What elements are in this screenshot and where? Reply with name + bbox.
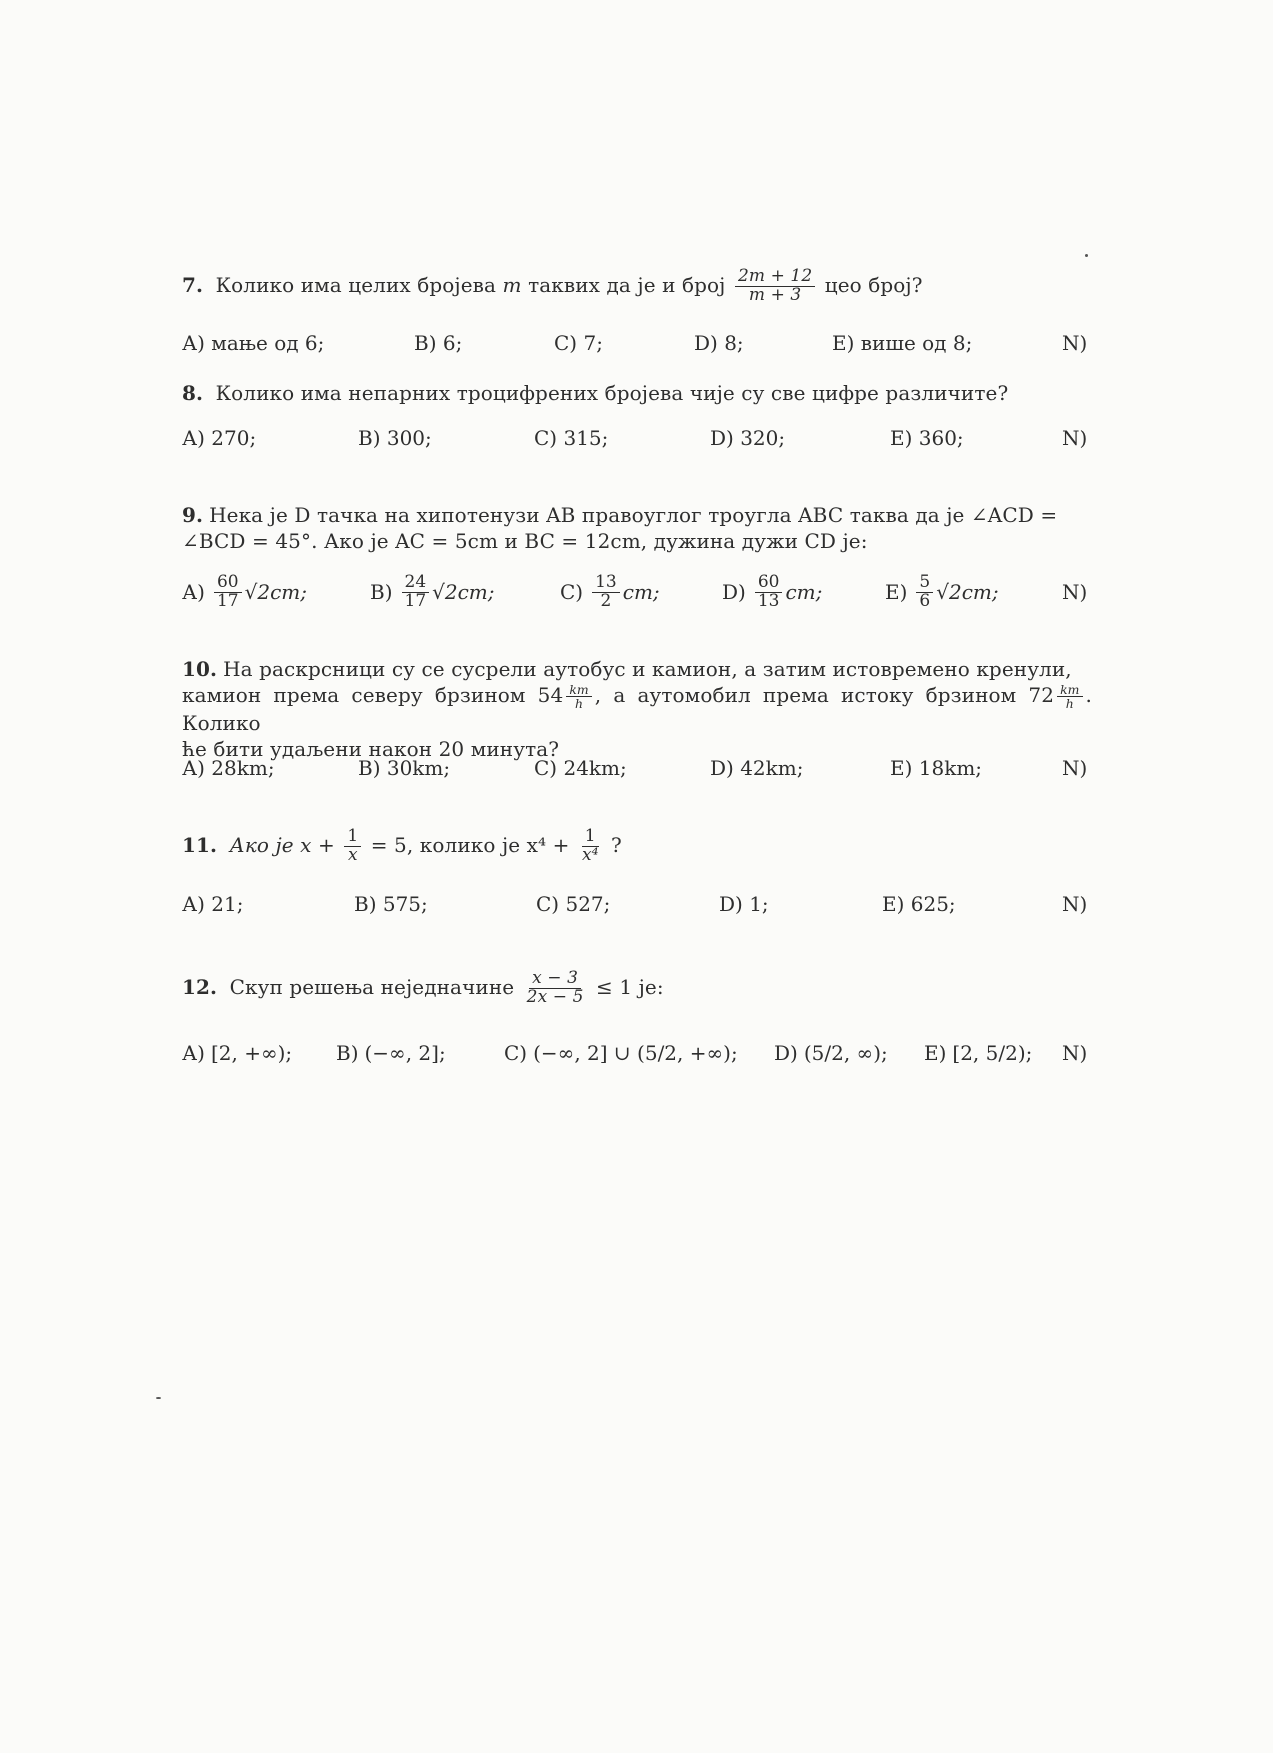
question-text: , а аутомобил према истоку брзином 72 [594,683,1055,707]
option-a[interactable]: А) 28km; [182,756,275,780]
fraction [755,571,783,611]
question-text: таквих да је и број [528,272,726,297]
option-value: √2cm; [432,580,495,604]
options-10 [182,748,1092,788]
option-a[interactable]: А) 21; [182,892,244,916]
option-n[interactable]: N) [1062,580,1088,604]
option-label: C) [504,1041,528,1065]
option-d[interactable]: D) 1; [719,892,769,916]
question-text: Скуп решења неједначине [229,974,515,999]
fraction-numerator: 1 [344,828,361,847]
option-value: (5/2, ∞); [803,1041,888,1065]
fraction-numerator: 60 [755,574,783,593]
option-d[interactable]: D) 8; [694,331,744,355]
options-12 [182,1033,1092,1073]
question-text: Нека је D тачка на хипотенузи AB правоуглог троугла ABC таква да је ∠ACD = [209,503,1058,527]
option-e[interactable] [924,1033,1032,1073]
option-d[interactable] [722,572,822,612]
option-value: √2cm; [936,580,999,604]
option-b[interactable]: B) 6; [414,331,463,355]
fraction-denominator: 2x − 5 [526,986,584,1007]
option-n[interactable]: N) [1062,331,1088,355]
option-label: C) [560,580,584,604]
option-label: B) [370,580,393,604]
options-11 [182,884,1092,924]
question-number: 9. [182,503,204,527]
fraction [735,268,815,305]
question-9 [182,502,1092,554]
fraction-numerator: km [1057,683,1082,697]
option-a[interactable]: А) 270; [182,426,257,450]
option-c[interactable]: C) 315; [534,426,609,450]
options-7 [182,323,1092,363]
option-label: D) [774,1041,798,1065]
variable-m: m [502,272,522,297]
option-b[interactable] [336,1033,446,1073]
fraction-numerator: 24 [402,574,430,593]
question-text: цео број? [824,272,923,297]
question-line-2: ∠BCD = 45°. Ако је AC = 5cm и BC = 12cm, дужина дужи CD је: [182,529,868,553]
fraction [579,828,602,865]
fraction-denominator: x⁴ [581,844,599,865]
question-text: . Колико [182,683,1092,736]
option-d[interactable] [774,1033,888,1073]
question-12 [182,970,1092,1007]
question-text: На раскрсници су се сусрели аутобус и камион, а затим истовремено кренули, [223,657,1072,681]
fraction-denominator: 2 [600,590,612,611]
question-number: 7. [182,272,204,297]
fraction [214,571,242,611]
option-c[interactable]: C) 527; [536,892,611,916]
fraction-numerator: x − 3 [529,970,581,989]
question-line-1 [182,656,1092,682]
fraction [402,571,430,611]
option-value: cm; [622,580,660,604]
option-n[interactable]: N) [1062,892,1088,916]
option-c[interactable] [560,572,660,612]
options-9 [182,572,1092,612]
fraction-numerator: 1 [582,828,599,847]
question-7 [182,268,1092,305]
question-number: 12. [182,974,218,999]
option-b[interactable]: B) 300; [358,426,432,450]
option-label: А) [182,580,205,604]
scan-speck [156,1397,161,1399]
fraction-denominator: m + 3 [748,284,802,305]
question-number: 11. [182,832,218,857]
unit-fraction [566,683,591,710]
fraction-numerator: km [566,683,591,697]
question-line-1 [182,502,1092,528]
question-line-2 [182,682,1092,736]
option-b[interactable] [370,572,495,612]
option-a[interactable]: А) мање од 6; [182,331,325,355]
option-label: E) [885,580,908,604]
question-text: Ако је x + [229,832,335,857]
question-10 [182,656,1092,762]
fraction [344,828,361,865]
fraction-numerator: 60 [214,574,242,593]
option-e[interactable]: E) више од 8; [832,331,973,355]
fraction-denominator: 17 [404,590,427,611]
option-a[interactable] [182,572,307,612]
option-c[interactable] [504,1033,738,1073]
question-text: = 5, колико је x⁴ + [370,832,570,857]
option-value: [2, 5/2); [952,1041,1033,1065]
option-value: (−∞, 2] ∪ (5/2, +∞); [533,1041,738,1065]
option-value: √2cm; [244,580,307,604]
question-line-3: ће бити удаљени након 20 минута? [182,737,560,762]
fraction [592,571,620,611]
question-number: 10. [182,657,218,681]
option-a[interactable] [182,1033,292,1073]
option-n[interactable]: N) [1062,756,1088,780]
option-n[interactable]: N) [1062,426,1088,450]
question-number: 8. [182,381,204,405]
option-value: cm; [785,580,823,604]
option-value: (−∞, 2]; [364,1041,446,1065]
unit-fraction [1057,683,1082,710]
option-b[interactable]: B) 575; [354,892,428,916]
option-value: [2, +∞); [210,1041,293,1065]
option-e[interactable] [885,572,999,612]
option-label: D) [722,580,746,604]
question-8 [182,380,1092,406]
fraction-denominator: x [347,844,358,865]
option-c[interactable]: C) 7; [554,331,603,355]
question-text: Колико има целих бројева [215,272,497,297]
scan-speck [1085,254,1088,257]
option-label: B) [336,1041,359,1065]
option-d[interactable]: D) 42km; [710,756,804,780]
question-text: ≤ 1 је: [596,974,664,999]
fraction [524,970,587,1007]
option-e[interactable]: E) 625; [882,892,956,916]
question-11 [182,828,1092,865]
option-d[interactable]: D) 320; [710,426,786,450]
option-n[interactable]: N) [1062,1041,1088,1065]
option-c[interactable]: C) 24km; [534,756,627,780]
fraction-numerator: 13 [592,574,620,593]
option-label: E) [924,1041,947,1065]
question-text: Колико има непарних троцифрених бројева чије су све цифре различите? [215,381,1009,405]
fraction-denominator: 6 [919,590,931,611]
fraction-denominator: h [1065,696,1074,711]
option-label: А) [182,1041,205,1065]
fraction-numerator: 2m + 12 [735,268,815,287]
fraction-denominator: 13 [757,590,780,611]
fraction-denominator: h [575,696,584,711]
options-8 [182,418,1092,458]
question-text: ? [611,832,622,857]
question-text: камион према северу брзином 54 [182,683,564,707]
fraction [916,571,933,611]
option-b[interactable]: B) 30km; [358,756,451,780]
option-e[interactable]: E) 18km; [890,756,983,780]
fraction-numerator: 5 [916,574,933,593]
fraction-denominator: 17 [216,590,239,611]
option-e[interactable]: E) 360; [890,426,964,450]
